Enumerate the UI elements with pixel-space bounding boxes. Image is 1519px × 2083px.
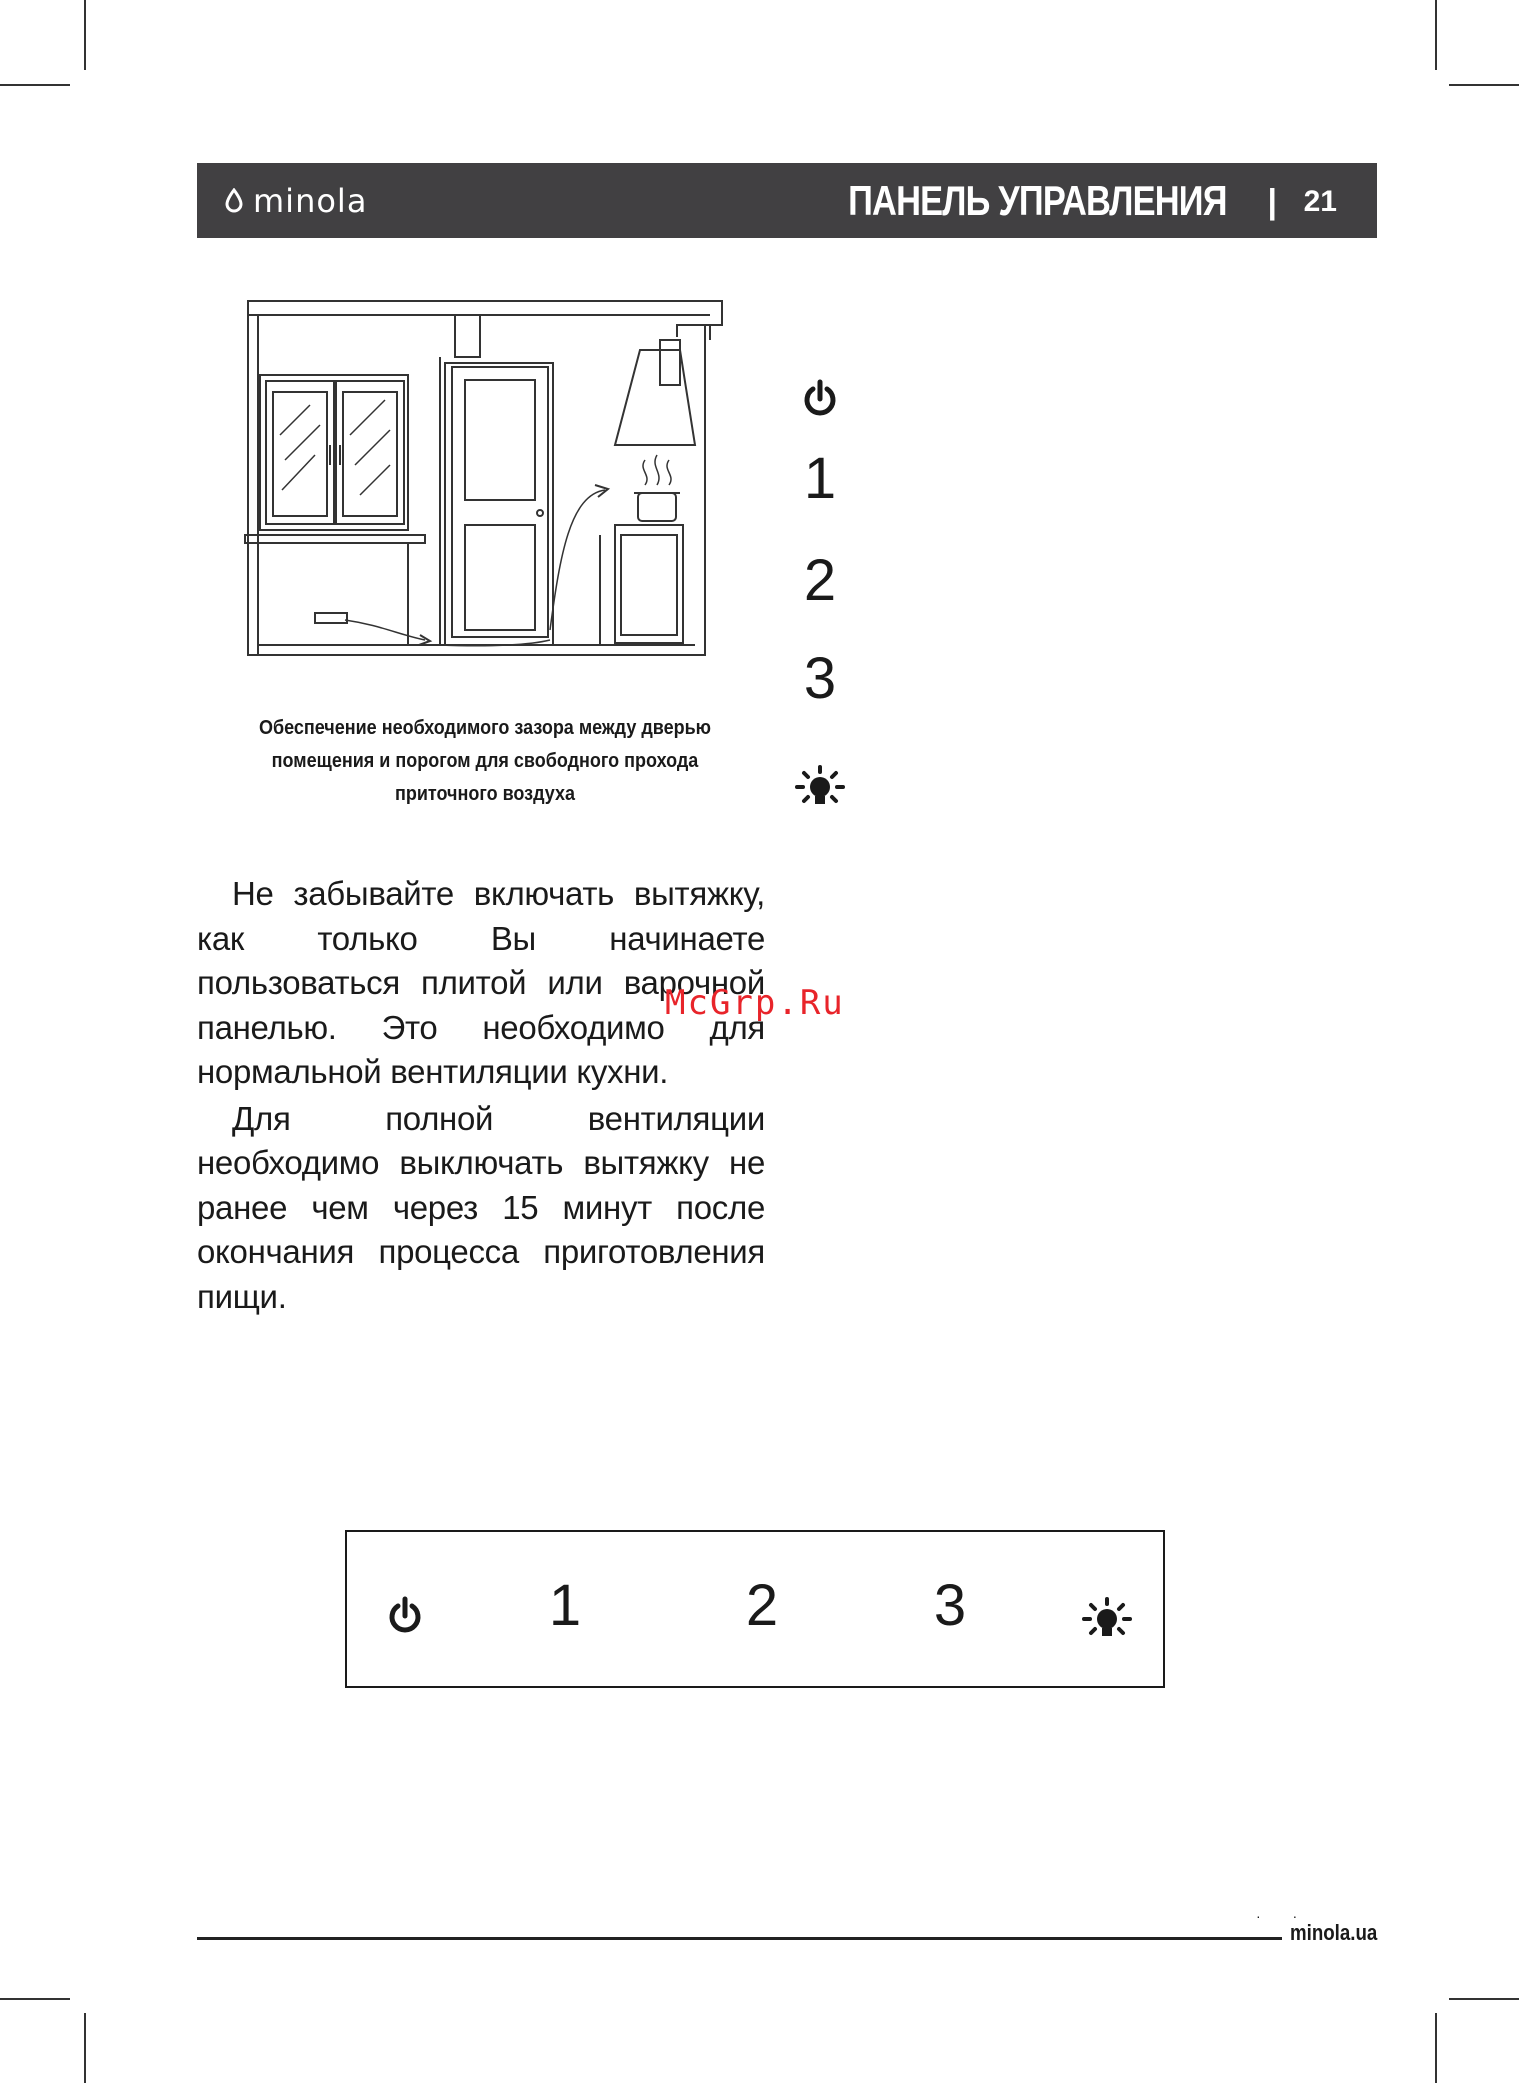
panel-power: [375, 1587, 435, 1654]
illustration-caption: [242, 712, 728, 811]
light-icon: [794, 765, 846, 813]
legend-power: [790, 370, 850, 437]
kitchen-ventilation-illustration: [240, 295, 750, 675]
caption-line: приточного воздуха: [394, 783, 576, 805]
legend-light: [790, 760, 850, 827]
footer-dots: · ·: [1256, 1908, 1312, 1924]
header-separator: |: [1267, 183, 1277, 221]
panel-speed-2: 2: [745, 1573, 779, 1638]
panel-speed-3: 3: [933, 1573, 967, 1638]
crop-mark: [0, 84, 70, 86]
paragraph: Не забывайте включать вытяжку, как только Вы начинаете пользоваться плитой или варочной панелью. Это необходимо для нормальной вентиляции кухни.: [197, 875, 765, 1090]
body-text: [197, 872, 765, 1319]
footer-rule: [197, 1937, 1282, 1940]
legend-speed-3: 3: [803, 646, 837, 711]
legend-speed-2: 2: [803, 548, 837, 613]
power-icon: [385, 1596, 425, 1640]
page-number: 21: [1303, 185, 1337, 218]
panel-light: [1077, 1592, 1137, 1659]
header-bar: [197, 163, 1377, 238]
page-title: ПАНЕЛЬ УПРАВЛЕНИЯ: [848, 177, 1227, 224]
footer-url: minola.ua: [1290, 1920, 1378, 1945]
crop-mark: [1435, 2013, 1437, 2083]
caption-line: помещения и порогом для свободного прохода: [271, 750, 699, 772]
panel-speed-1: 1: [548, 1573, 582, 1638]
crop-mark: [1449, 1998, 1519, 2000]
brand-name: minola: [253, 182, 368, 220]
crop-mark: [84, 2013, 86, 2083]
crop-mark: [1449, 84, 1519, 86]
crop-mark: [84, 0, 86, 70]
legend-speed-1: 1: [803, 446, 837, 511]
paragraph: Для полной вентиляции необходимо выключать вытяжку не ранее чем через 15 минут после окончания процесса приготовления пищи.: [197, 1099, 765, 1315]
watermark: McGrp.Ru: [665, 983, 845, 1023]
crop-mark: [1435, 0, 1437, 70]
drop-icon: [223, 188, 245, 214]
control-panel: [345, 1530, 1165, 1688]
power-icon: [800, 379, 840, 423]
crop-mark: [0, 1998, 70, 2000]
light-icon: [1081, 1597, 1133, 1645]
brand-logo: [223, 181, 367, 221]
caption-line: Обеспечение необходимого зазора между дверью: [258, 717, 712, 739]
